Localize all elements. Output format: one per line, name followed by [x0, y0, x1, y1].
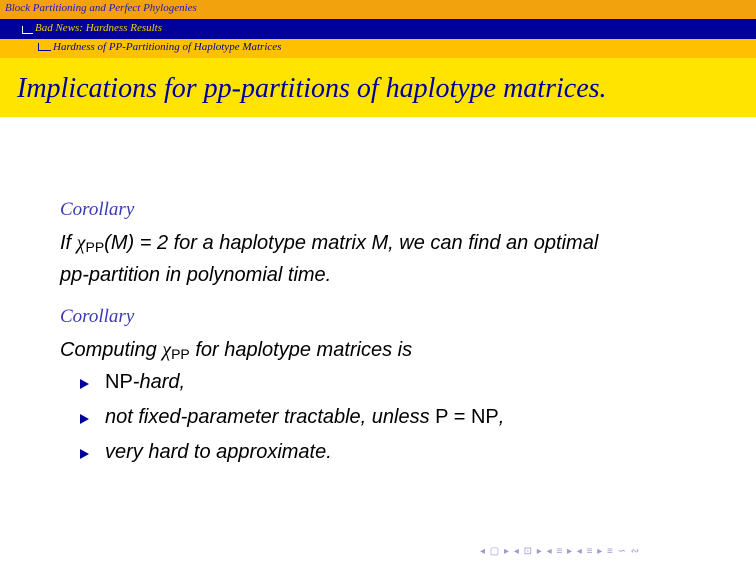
header-subsubsection-bar [0, 39, 756, 58]
chi-subscript: PP [171, 346, 190, 362]
header-section-bar [0, 0, 756, 19]
corollary-1-line-2: pp-partition in polynomial time. [60, 264, 332, 286]
list-item-fpt: not fixed-parameter tractable, unless P = NP, [105, 406, 505, 428]
header-subsection[interactable]: Bad News: Hardness Results [35, 22, 163, 34]
list-item-np-hard: NP-hard, [105, 371, 186, 393]
chi-symbol: χ [162, 339, 172, 361]
bullet-icon [80, 379, 89, 389]
chi-subscript: PP [85, 239, 105, 255]
corollary-2-intro: Computing $\chi_{PP}$ for haplotype matrices is [60, 339, 413, 362]
beamer-navigation-icons[interactable]: ◂ ▢ ▸ ◂ ⊡ ▸ ◂ ≡ ▸ ◂ ≡ ▸ ≡ ∽ ∾ [480, 546, 641, 557]
list-item-approx: very hard to approximate. [105, 441, 332, 463]
chi-symbol: χ [76, 232, 86, 254]
corollary-1-label: Corollary [60, 199, 135, 220]
header-subsection-bar [0, 19, 756, 39]
header-section[interactable]: Block Partitioning and Perfect Phylogenies [5, 2, 197, 14]
slide-title-bar [0, 58, 756, 117]
corollary-1-body [60, 229, 598, 289]
bullet-icon [80, 414, 89, 424]
slide-title: Implications for pp-partitions of haplotype matrices. [17, 73, 607, 104]
header-subsubsection[interactable]: Hardness of PP-Partitioning of Haplotype Matrices [53, 41, 282, 53]
corollary-1-line-1: If $\chi_{PP}(M) = 2$ for a haplotype matrix M, we can find an optimal [60, 232, 599, 255]
bullet-icon [80, 449, 89, 459]
corollary-2-label: Corollary [60, 306, 135, 327]
tree-connector-icon [22, 26, 33, 34]
tree-connector-icon [38, 43, 51, 51]
